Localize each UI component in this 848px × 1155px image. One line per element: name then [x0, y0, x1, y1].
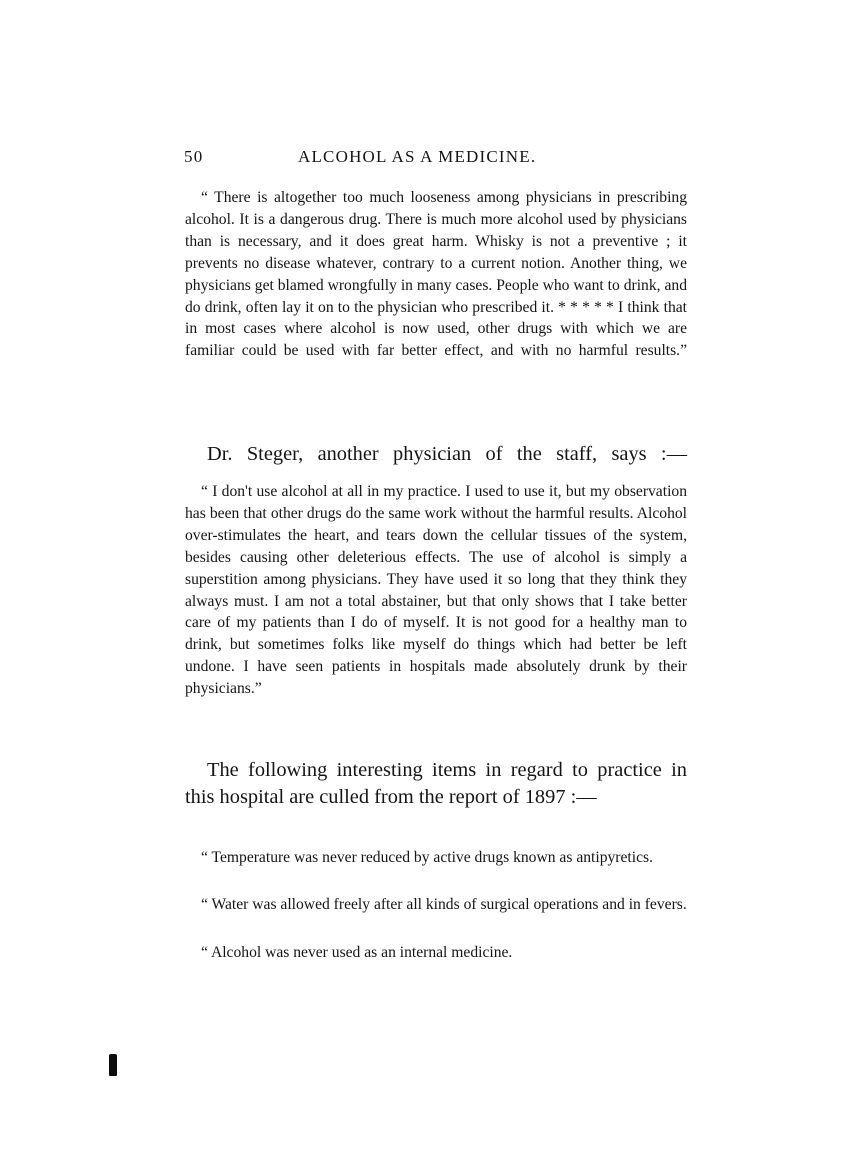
quote-paragraph-steger: “ I don't use alcohol at all in my practice. I used to use it, but my observation has been that other drugs do the same work without the harmful results. Alcohol over-stimulates the heart, and tears down the cellular tissues of the system, besides causing other deleterious effects. The use of alcohol is simply a superstition among physicians. They have used it so long that they think they always must. I am not a total abstainer, but that only shows that I take better care of my patients than I do of myself. It is not good for a healthy man to drink, but sometimes folks like myself do things which had better be left undone. I have seen patients in hospitals made absolutely drunk by their physicians.” [185, 483, 687, 698]
quote-paragraph-first: “ There is altogether too much looseness among physicians in prescribing alcohol. It is a dangerous drug. There is much more alcohol used by physicians than is necessary, and it does great harm. Whisky is not a preventive ; it prevents no disease whatever, contrary to a current notion. Another thing, we physicians get blamed wrongfully in many cases. People who want to drink, and do drink, often lay it on to the physician who prescribed it. * * * * * I think that in most cases where alcohol is now used, other drugs with which we are familiar could be used with far better effect, and with no harmful results.” [185, 189, 687, 360]
scan-margin-mark [109, 1054, 117, 1076]
page-header [184, 147, 689, 171]
report-item-3: “ Alcohol was never used as an internal medicine. [201, 944, 513, 961]
report-item-1: “ Temperature was never reduced by active drugs known as antipyretics. [201, 849, 653, 866]
steger-intro: Dr. Steger, another physician of the staff, says :— [207, 443, 687, 465]
report-intro: The following interesting items in regard to practice in this hospital are culled from the report of 1897 :— [185, 759, 687, 808]
running-title: ALCOHOL AS A MEDICINE. [298, 147, 537, 166]
page-number: 50 [184, 147, 204, 166]
report-item-2: “ Water was allowed freely after all kinds of surgical operations and in fevers. [201, 896, 687, 913]
